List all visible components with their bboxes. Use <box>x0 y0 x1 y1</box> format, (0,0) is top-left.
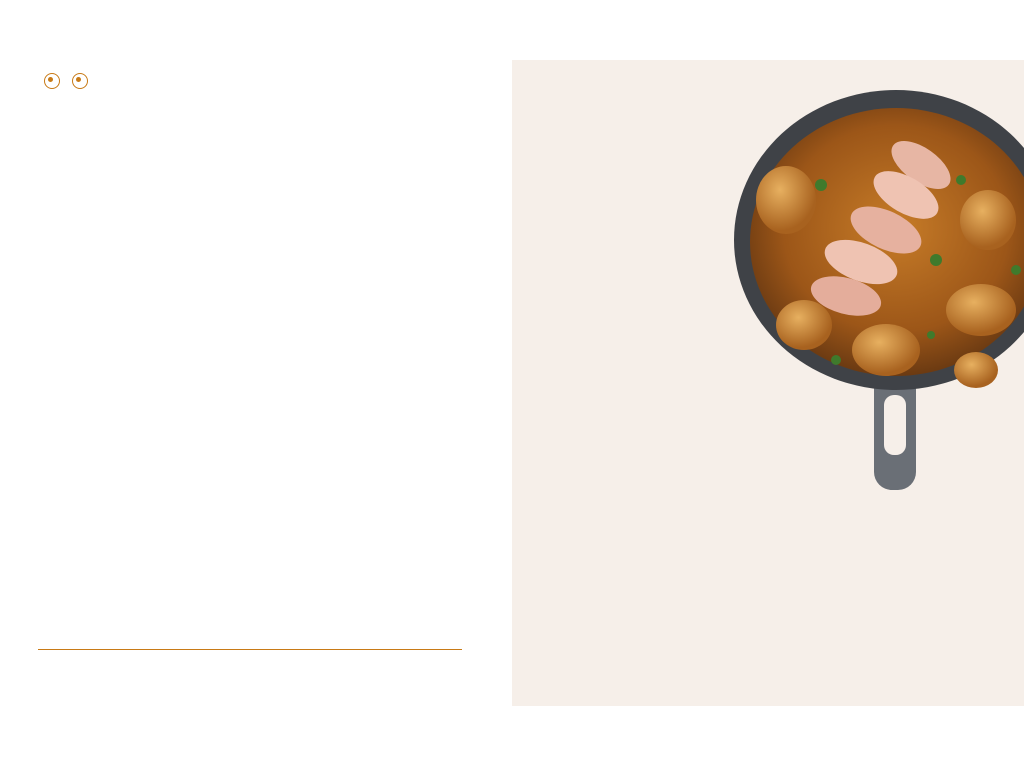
potato <box>960 190 1016 250</box>
timeline <box>38 636 462 700</box>
potato <box>954 352 998 388</box>
portions-icon <box>44 73 60 89</box>
potato <box>776 300 832 350</box>
temperature-icon <box>72 73 88 89</box>
left-page <box>28 60 512 706</box>
pan-handle-hole <box>884 395 906 455</box>
pan-photo <box>726 70 1024 490</box>
book-spread <box>28 60 1024 706</box>
page-header <box>38 73 94 89</box>
potato <box>946 284 1016 336</box>
potato <box>756 166 816 234</box>
potato <box>852 324 920 376</box>
right-page <box>512 60 1024 706</box>
timeline-axis <box>38 649 462 650</box>
